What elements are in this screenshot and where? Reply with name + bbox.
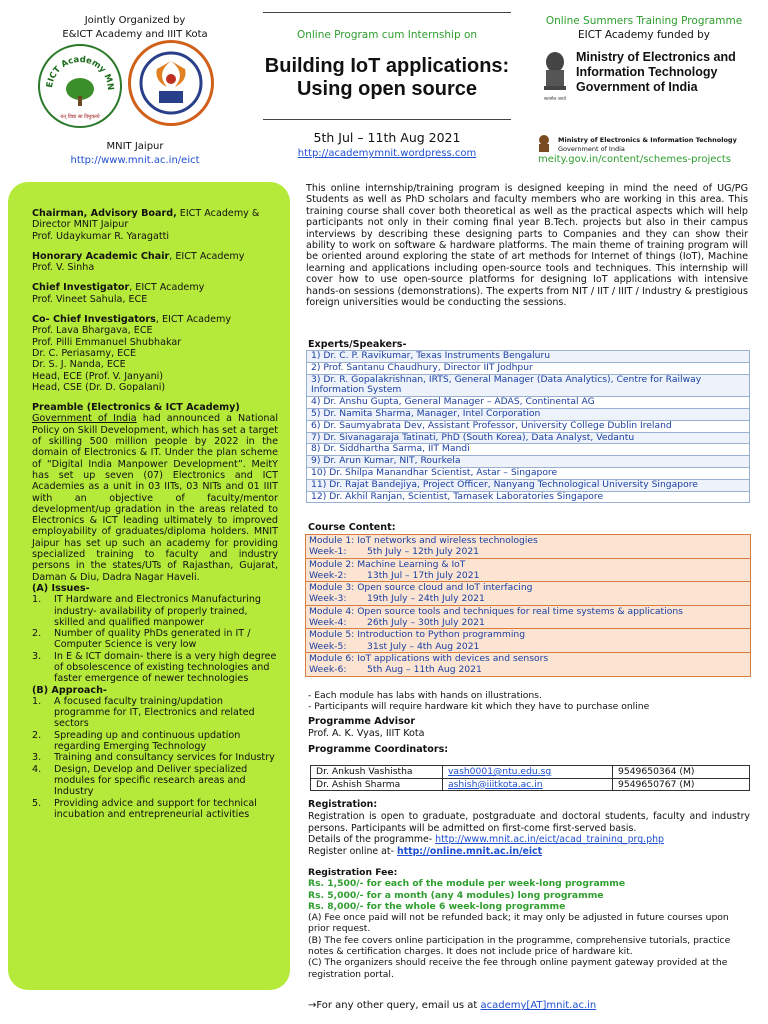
fee-line: Rs. 5,000/- for a month (any 4 modules) long programme xyxy=(308,889,604,901)
co-chief-name: Prof. Lava Bhargava, ECE xyxy=(32,325,153,337)
organizer-block xyxy=(10,14,260,42)
details-label: Details of the programme- xyxy=(308,834,436,846)
co-chief-name: Head, ECE (Prof. V. Janyani) xyxy=(32,370,164,382)
program-subtitle: Online Program cum Internship on xyxy=(296,29,478,41)
fee-title: Registration Fee: xyxy=(308,867,398,878)
course-content-title: Course Content: xyxy=(308,522,396,533)
list-item: 1. A focused faculty training/updation programme for IT, Electronics and related sectors xyxy=(32,695,255,730)
week-row: Week-1: 5th July – 12th July 2021 xyxy=(306,546,751,558)
program-title-line1: Building IoT applications: xyxy=(264,55,510,77)
registration-title: Registration: xyxy=(308,799,378,810)
list-item: 3. Training and consultancy services for Industry xyxy=(32,752,275,764)
list-item: 2. Spreading up and continuous updation regarding Emerging Technology xyxy=(32,729,241,753)
funding-block xyxy=(520,14,768,42)
meity-small-sub: Government of India xyxy=(558,145,625,153)
preamble-text: had announced a National Policy on Skill Development, which has set a target of skilling 500 million people by 2022 in the domain of Electronics & IT. Under the plan scheme of “Digital India Manpower Development”. MeitY has set up seven (07) Electronics and ICT Academies as a unit in 03 IITs, 03 NITs and 01 IIIT with an objective of faculty/mentor development/up gradation in the areas related to Electronics & ICT leading ultimately to improved employability of graduates/diploma holders. MNIT Jaipur has set up such an academy for providing specialized training to faculty and industry persons in the states/UTs of Rajasthan, Gujarat, Daman & Diu, Dadra Nagar Haveli. xyxy=(32,413,278,583)
organizers-label: E&ICT Academy and IIIT Kota xyxy=(62,29,208,40)
list-item: 3. In E & ICT domain- there is a very high degree of obsolescence of existing technologies and faster emergence of newer technologies xyxy=(32,650,277,685)
co-chief-name: Head, CSE (Dr. D. Gopalani) xyxy=(32,381,166,393)
registration-text: Registration is open to graduate, postgraduate and doctoral students, faculty and industry persons. Participants will be admitted on first-come first-served basis. xyxy=(308,810,750,834)
contact-email-link[interactable]: academy[AT]mnit.ac.in xyxy=(480,1000,597,1011)
chief-investigator-role: Chief Investigator xyxy=(32,282,130,294)
module-row: Module 2: Machine Learning & IoT xyxy=(306,558,751,570)
query-label: →For any other query, email us at xyxy=(308,1000,481,1011)
fee-note: (C) The organizers should receive the fee through online payment gateway provided at the registration portal. xyxy=(308,957,728,980)
table-row: 9) Dr. Arun Kumar, NIT, Rourkela xyxy=(307,456,750,468)
co-chief-name: Prof. Pilli Emmanuel Shubhakar xyxy=(32,336,182,348)
module-row: Module 4: Open source tools and techniques for real time systems & applications xyxy=(306,605,751,617)
coordinator-name: Dr. Ankush Vashistha xyxy=(311,766,443,779)
programme-details-link[interactable]: http://www.mnit.ac.in/eict/acad_training_prg.php xyxy=(435,834,664,846)
title-block xyxy=(262,12,512,159)
week-row: Week-4: 26th July – 30th July 2021 xyxy=(306,617,751,629)
table-row xyxy=(311,778,750,791)
list-item: 1. IT Hardware and Electronics Manufacturing industry- availability of properly trained, skilled and qualified manpower xyxy=(32,594,262,628)
coordinator-name: Dr. Ashish Sharma xyxy=(311,778,443,791)
table-row: 7) Dr. Sivanagaraja Tatinati, PhD (South Korea), Data Analyst, Vedantu xyxy=(307,432,750,444)
fee-line: Rs. 1,500/- for each of the module per week-long programme xyxy=(308,878,626,890)
coordinator-email-link[interactable]: vash0001@ntu.edu.sg xyxy=(443,766,613,779)
meity-schemes-link[interactable]: meity.gov.in/content/schemes-projects xyxy=(538,154,732,165)
co-chief-name: Dr. S. J. Nanda, ECE xyxy=(32,359,126,371)
week-row: Week-2: 13th Jul – 17th July 2021 xyxy=(306,570,751,582)
coordinator-email-link[interactable]: ashish@iiitkota.ac.in xyxy=(443,778,613,791)
mnit-eict-link[interactable]: http://www.mnit.ac.in/eict xyxy=(70,155,200,166)
preamble-gov-text: Government of India xyxy=(32,413,137,425)
honorary-chair-org: , EICT Academy xyxy=(169,250,245,262)
middle-divider xyxy=(263,119,511,120)
chairman-role: Chairman, Advisory Board, xyxy=(32,208,177,219)
fee-block xyxy=(308,867,750,980)
meity-small-logo xyxy=(558,136,737,154)
co-chief-investigators-block xyxy=(32,314,278,393)
approach-title: (B) Approach- xyxy=(32,684,107,696)
iiit-kota-logo xyxy=(128,40,214,126)
week-row: Week-6: 5th Aug – 11th Aug 2021 xyxy=(306,664,751,676)
coordinator-phone: 9549650364 (M) xyxy=(613,766,750,779)
table-row: 10) Dr. Shilpa Manandhar Scientist, Astar – Singapore xyxy=(307,467,750,479)
ministry-name xyxy=(576,50,766,95)
ministry-line3: Government of India xyxy=(576,80,698,94)
table-row: 5) Dr. Namita Sharma, Manager, Intel Corporation xyxy=(307,408,750,420)
co-chief-name: Dr. C. Periasamy, ECE xyxy=(32,347,137,359)
mnit-motto: यत् विद्या सा विमुक्तये xyxy=(60,114,100,120)
committee-content xyxy=(32,208,278,820)
chairman-org: EICT Academy & Director MNIT Jaipur xyxy=(32,208,260,231)
mnit-block xyxy=(10,140,260,168)
module-row: Module 3: Open source cloud and IoT interfacing xyxy=(306,582,751,594)
module-row: Module 6: IoT applications with devices and sensors xyxy=(306,652,751,664)
mnit-logo-text: EICT Academy MN xyxy=(45,54,116,91)
chairman-block xyxy=(32,208,278,242)
list-item: 5. Providing advice and support for technical incubation and entrepreneurial activities xyxy=(32,797,257,820)
experts-title: Experts/Speakers- xyxy=(308,339,407,350)
preamble-title: Preamble (Electronics & ICT Academy) xyxy=(32,402,240,414)
module-row: Module 5: Introduction to Python programming xyxy=(306,629,751,641)
table-row: 4) Dr. Anshu Gupta, General Manager – ADAS, Continental AG xyxy=(307,397,750,409)
advisor-name: Prof. A. K. Vyas, IIIT Kota xyxy=(308,727,425,739)
course-note: - Each module has labs with hands on illustrations. xyxy=(308,690,542,701)
issues-block xyxy=(32,583,278,685)
course-note: - Participants will require hardware kit which they have to purchase online xyxy=(308,701,650,712)
table-row: 12) Dr. Akhil Ranjan, Scientist, Tamasek Laboratories Singapore xyxy=(307,491,750,503)
registration-block xyxy=(308,799,750,858)
program-title xyxy=(262,55,512,101)
co-chief-role: Co- Chief Investigators xyxy=(32,314,156,326)
register-online-link[interactable]: http://online.mnit.ac.in/eict xyxy=(396,846,543,858)
chief-investigator-org: , EICT Academy xyxy=(129,282,205,294)
mnit-label: MNIT Jaipur xyxy=(106,141,164,152)
co-chief-org: , EICT Academy xyxy=(155,314,232,326)
eict-mnit-logo xyxy=(38,44,122,128)
table-row xyxy=(311,766,750,779)
advisor-title: Programme Advisor xyxy=(308,716,416,727)
fee-note: (B) The fee covers online participation in the programme, comprehensive tutorials, practice notes & certification charges. It does not include price of hardware kit. xyxy=(308,934,731,958)
chairman-name: Prof. Udaykumar R. Yaragatti xyxy=(32,230,170,242)
table-row: 3) Dr. R. Gopalakrishnan, IRTS, General Manager (Data Analytics), Centre for Railway Information System xyxy=(307,374,750,397)
week-row: Week-3: 19th July – 24th July 2021 xyxy=(306,593,751,605)
query-line xyxy=(308,1000,596,1011)
table-row: 8) Dr. Siddhartha Sarma, IIT Mandi xyxy=(307,444,750,456)
course-content-table xyxy=(305,534,751,677)
program-dates: 5th Jul – 11th Aug 2021 xyxy=(313,130,461,145)
coordinators-table xyxy=(310,765,750,791)
program-title-line2: Using open source xyxy=(296,78,478,100)
honorary-chair-name: Prof. V. Sinha xyxy=(32,262,95,274)
chief-investigator-block xyxy=(32,282,278,305)
programme-type-label: Online Summers Training Programme xyxy=(545,15,743,27)
table-row: 6) Dr. Saumyabrata Dev, Assistant Professor, University College Dublin Ireland xyxy=(307,420,750,432)
approach-block xyxy=(32,685,278,821)
fee-note: (A) Fee once paid will not be refunded back; it may only be adjusted in future courses upon prior request. xyxy=(308,912,729,935)
preamble-block xyxy=(32,402,278,583)
honorary-chair-role: Honorary Academic Chair xyxy=(32,250,170,262)
table-row: 2) Prof. Santanu Chaudhury, Director IIT Jodhpur xyxy=(307,362,750,374)
ministry-line1: Ministry of Electronics and xyxy=(576,50,736,64)
module-row: Module 1: IoT networks and wireless technologies xyxy=(306,535,751,547)
table-row: 1) Dr. C. P. Ravikumar, Texas Instruments Bengaluru xyxy=(307,351,750,363)
small-emblem-icon xyxy=(536,134,552,154)
table-row: 11) Dr. Rajat Bandejiya, Project Officer, Nanyang Technological University Singapore xyxy=(307,479,750,491)
top-divider xyxy=(263,12,511,13)
advisor-block xyxy=(308,716,425,739)
register-online-label: Register online at- xyxy=(308,846,397,858)
organized-by-label: Jointly Organized by xyxy=(84,15,186,26)
issues-title: (A) Issues- xyxy=(32,582,90,594)
coordinator-phone: 9549650767 (M) xyxy=(613,778,750,791)
coordinators-title: Programme Coordinators: xyxy=(308,744,449,755)
list-item: 4. Design, Develop and Deliver specialized modules for specific research areas and Industry xyxy=(32,763,248,798)
emblem-caption: सत्यमेव जयते xyxy=(543,97,567,102)
honorary-chair-block xyxy=(32,251,278,274)
intro-paragraph: This online internship/training program is designed keeping in mind the need of UG/PG Students as well as PhD scholars and faculty members who are working in this area. This training course shall cover both theoretical as well as the practical aspects which will help participants not only in their coming final year B.Tech. projects but also in their campus interviews by describing these designing parts to Companies and they can show their ability to work on software & hardware platforms. The main theme of training program will be oriented around exploring the state of art methods for Internet of things (IoT), Machine learning and applications including open-source tools and techniques. This internship will cover how to use open-source platforms for designing IoT applications with intensive hands-on sessions (demonstrations). The experts from NIT / IIT / IIIT / Industry & prestigious foreign universities would be conducting the sessions. xyxy=(306,183,748,309)
funded-by-label: EICT Academy funded by xyxy=(578,29,710,41)
national-emblem-icon xyxy=(540,48,570,104)
experts-table xyxy=(306,350,750,503)
list-item: 2. Number of quality PhDs generated in IT / Computer Science is very low xyxy=(32,628,251,651)
ministry-line2: Information Technology xyxy=(576,65,718,79)
meity-small-name: Ministry of Electronics & Information Technology xyxy=(558,136,737,144)
program-website-link[interactable]: http://academymnit.wordpress.com xyxy=(297,148,477,159)
chief-investigator-name: Prof. Vineet Sahula, ECE xyxy=(32,293,148,305)
fee-line: Rs. 8,000/- for the whole 6 week-long programme xyxy=(308,900,566,912)
week-row: Week-5: 31st July – 4th Aug 2021 xyxy=(306,641,751,653)
course-notes xyxy=(308,690,649,712)
